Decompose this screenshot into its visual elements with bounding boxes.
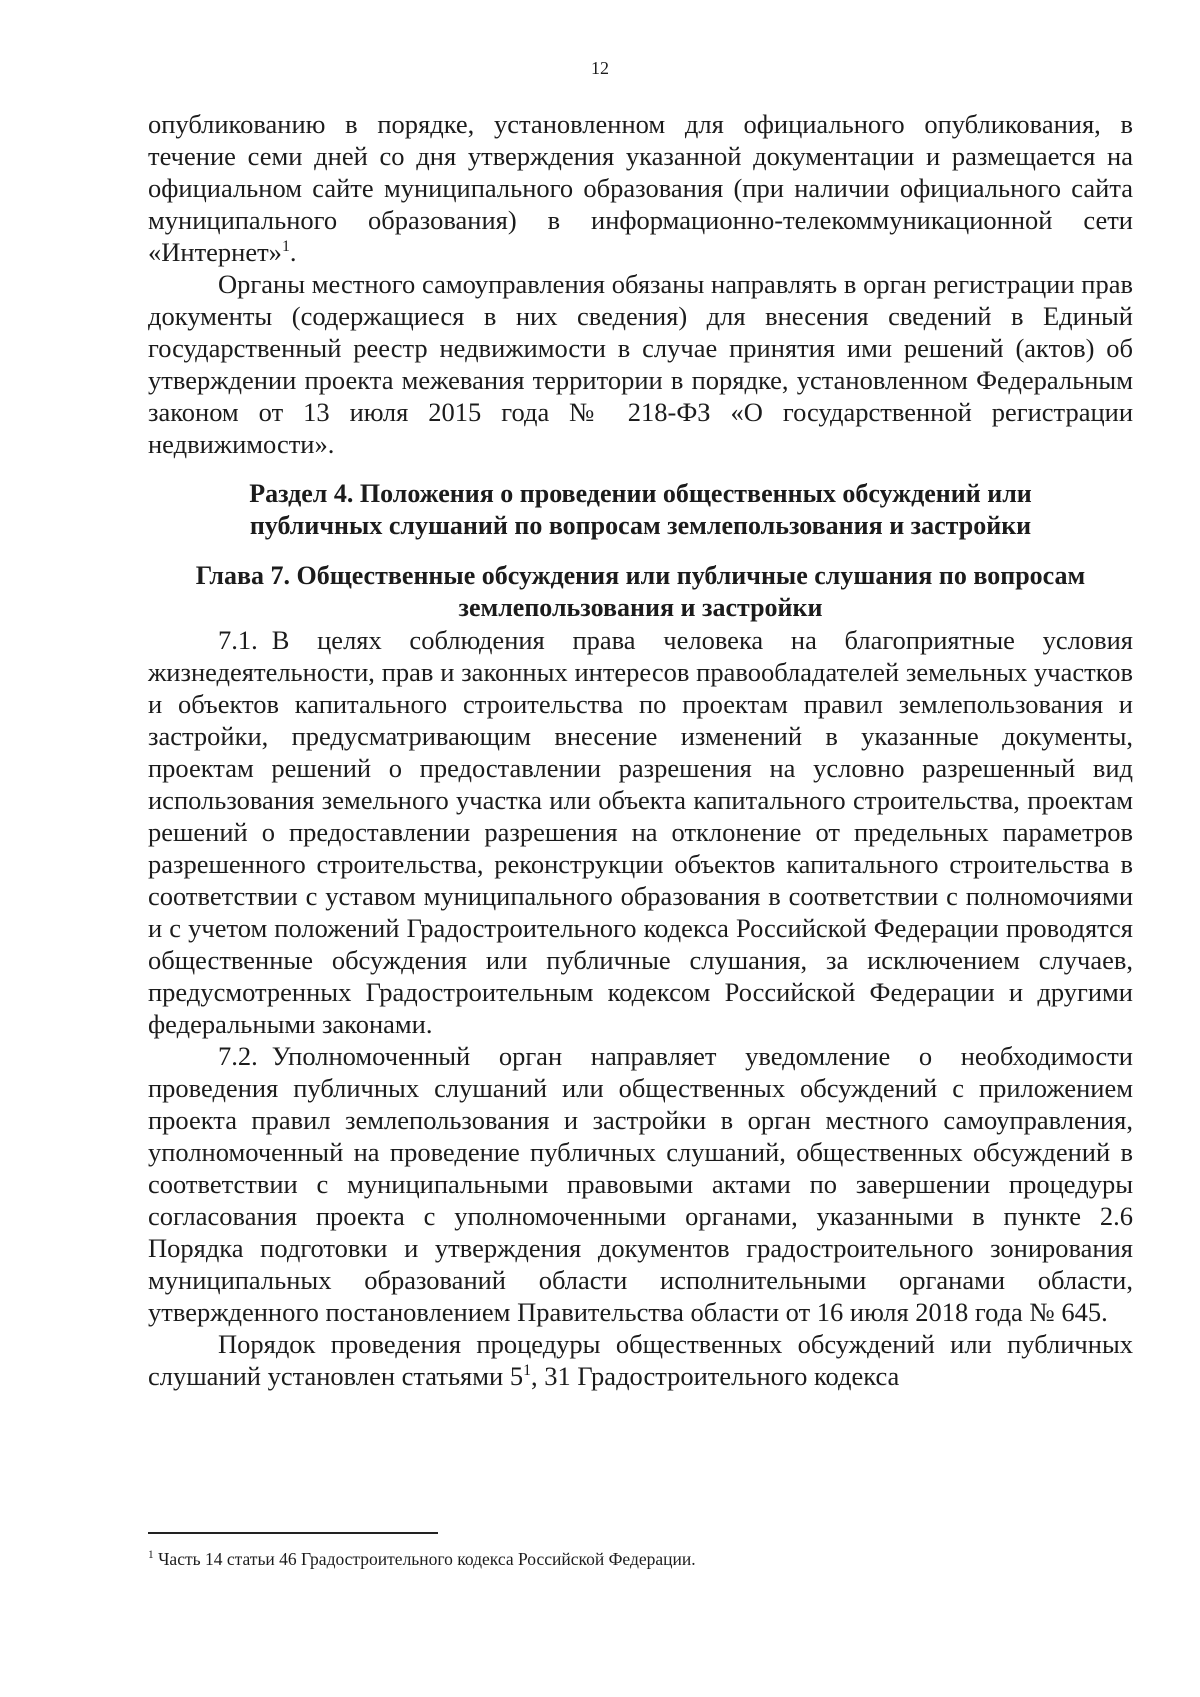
footnote [148,1548,1133,1570]
paragraph-1-end: . [289,237,297,267]
procedure-text-end: , 31 Градостроительного кодекса [531,1361,900,1391]
item-7-1 [148,624,1133,1040]
footnote-marker: 1 [148,1549,154,1562]
item-7-1-text: В целях соблюдения права человека на благоприятные условия жизнедеятельности, прав и законных интересов правообладателей земельных участков и объектов капитального строительства по проектам правил землепользования и застройки, предусматривающим внесение изменений в указанные документы, проектам решений о предоставлении разрешения на условно разрешенный вид использования земельного участка или объекта капитального строительства, проектам решений о предоставлении разрешения на отклонение от предельных параметров разрешенного строительства, реконструкции объектов капитального строительства в соответствии с уставом муниципального образования в соответствии с полномочиями и с учетом положений Градостроительного кодекса Российской Федерации проводятся общественные обсуждения или публичные слушания, за исключением случаев, предусмотренных Градостроительным кодексом Российской Федерации и другими федеральными законами. [148,625,1133,1039]
paragraph-continuation [148,108,1133,268]
item-7-1-number: 7.1. [218,625,258,655]
document-body [148,108,1133,1392]
paragraph-1-text: опубликованию в порядке, установленном для официального опубликования, в течение семи дней со дня утверждения указанной документации и размещается на официальном сайте муниципального образования (при наличии официального сайта муниципального образования) в информационно-телекоммуникационной сети «Интернет» [148,109,1133,267]
procedure-text-start: Порядок проведения процедуры общественных обсуждений или публичных слушаний установлен статьями 5 [148,1329,1133,1391]
footnote-ref[interactable]: 1 [281,238,290,256]
item-7-2 [148,1040,1133,1328]
page-number: 12 [591,58,609,78]
section-heading: Раздел 4. Положения о проведении общественных обсуждений или публичных слушаний по вопросам землепользования и застройки [249,479,1032,540]
chapter-heading: Глава 7. Общественные обсуждения или публичные слушания по вопросам землепользования и застройки [195,561,1086,622]
footnote-text: Часть 14 статьи 46 Градостроительного кодекса Российской Федерации. [153,1549,696,1569]
item-7-2-text: Уполномоченный орган направляет уведомление о необходимости проведения публичных слушаний или общественных обсуждений с приложением проекта правил землепользования и застройки в орган местного самоуправления, уполномоченный на проведение публичных слушаний, общественных обсуждений в соответствии с муниципальными правовыми актами по завершении процедуры согласования проекта с уполномоченными органами, указанными в пункте 2.6 Порядка подготовки и утверждения документов градостроительного зонирования муниципальных образований области исполнительными органами области, утвержденного постановлением Правительства области от 16 июля 2018 года № 645. [148,1041,1133,1327]
article-superscript: 1 [523,1362,532,1380]
paragraph-procedure [148,1328,1133,1392]
paragraph-registration: Органы местного самоуправления обязаны направлять в орган регистрации прав документы (содержащиеся в них сведения) для внесения сведений в Единый государственный реестр недвижимости в случае принятия ими решений (актов) об утверждении проекта межевания территории в порядке, установленном Федеральным законом от 13 июля 2015 года № 218-ФЗ «О государственной регистрации недвижимости». [148,269,1133,459]
item-7-2-number: 7.2. [218,1041,258,1071]
footnote-divider [148,1532,438,1534]
